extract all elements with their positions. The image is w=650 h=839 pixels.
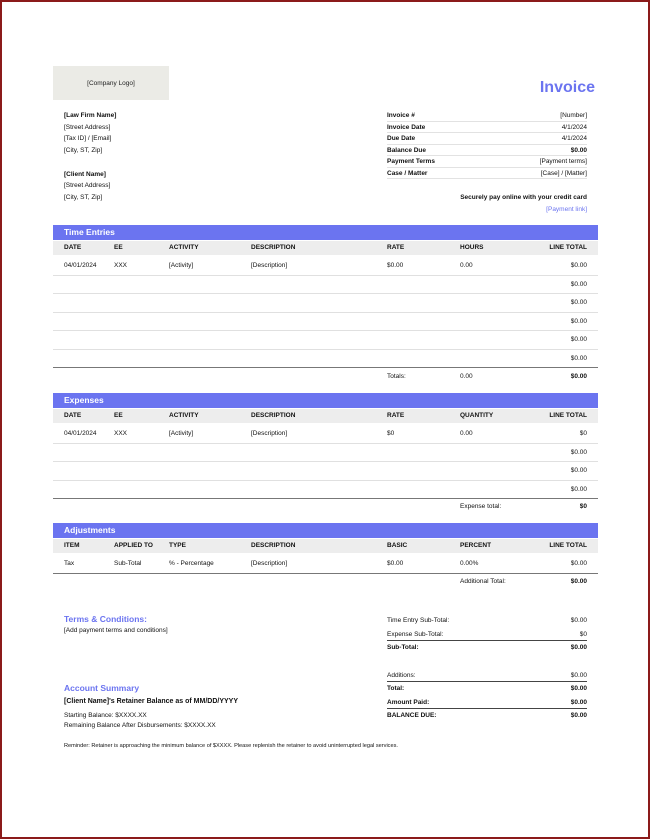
summary-value: $0.00 [570, 685, 587, 692]
payment-link[interactable]: [Payment link] [546, 206, 587, 213]
firm-street: [Street Address] [64, 123, 111, 131]
table-row [53, 257, 598, 276]
column-header: BASIC [387, 542, 408, 549]
terms-text: [Add payment terms and conditions] [64, 627, 168, 634]
column-header: HOURS [460, 244, 484, 251]
summary-row [387, 628, 587, 642]
meta-value: [Payment terms] [539, 158, 587, 165]
retainer-reminder: Reminder: Retainer is approaching the minimum balance of $XXXX. Please replenish the retainer to avoid uninterrupted legal services. [64, 743, 398, 749]
meta-value: $0.00 [570, 146, 587, 154]
table-cell: [Description] [251, 262, 288, 269]
table-cell: [Description] [251, 560, 288, 567]
table-row [53, 313, 598, 332]
meta-label: Invoice Date [387, 123, 426, 131]
table-cell: 0.00% [460, 560, 479, 567]
time-entries-totals [53, 368, 598, 386]
table-cell: XXX [114, 262, 128, 269]
meta-row [387, 122, 587, 134]
meta-label: Invoice # [387, 112, 415, 119]
table-cell: % - Percentage [169, 560, 214, 567]
summary-label: Sub-Total: [387, 644, 419, 651]
column-header: EE [114, 412, 123, 419]
client-street: [Street Address] [64, 182, 111, 189]
summary-label: Time Entry Sub-Total: [387, 617, 450, 624]
meta-label: Balance Due [387, 146, 427, 154]
column-header: RATE [387, 412, 405, 419]
expense-total-amount: $0 [579, 503, 587, 510]
summary-label: Additions: [387, 671, 416, 679]
time-entries-title: Time Entries [53, 225, 598, 240]
retainer-balance-heading: [Client Name]'s Retainer Balance as of MM/DD/YYYY [64, 698, 238, 705]
table-cell: $0.00 [570, 354, 587, 362]
table-row [53, 276, 598, 295]
column-header: ACTIVITY [169, 412, 199, 419]
additional-total-label: Additional Total: [460, 578, 506, 585]
table-cell: $0.00 [570, 448, 587, 456]
table-cell: $0.00 [570, 336, 587, 343]
summary-label: Total: [387, 685, 405, 692]
totals-label: Totals: [387, 373, 406, 380]
table-cell: $0.00 [570, 299, 587, 306]
meta-row [387, 133, 587, 145]
table-row [53, 555, 598, 574]
meta-row [387, 156, 587, 168]
summary-label: BALANCE DUE: [387, 712, 437, 719]
column-header: PERCENT [460, 542, 492, 549]
table-cell: $0.00 [570, 280, 587, 288]
table-cell: $0.00 [570, 560, 587, 567]
column-header: APPLIED TO [114, 542, 153, 549]
table-cell: Tax [64, 560, 75, 567]
column-header: RATE [387, 244, 405, 251]
time-entries-header [53, 241, 598, 255]
meta-row [387, 145, 587, 157]
expenses-title: Expenses [53, 393, 598, 408]
totals-amount: $0.00 [570, 373, 587, 380]
column-header: DESCRIPTION [251, 412, 296, 419]
table-row [53, 425, 598, 444]
invoice-title: Invoice [539, 79, 595, 96]
table-cell: $0.00 [570, 467, 587, 474]
summary-value: $0.00 [570, 712, 587, 719]
column-header: EE [114, 244, 123, 251]
table-row [53, 462, 598, 481]
column-header: QUANTITY [460, 412, 494, 419]
logo-placeholder-text: [Company Logo] [87, 79, 135, 87]
column-header: LINE TOTAL [549, 244, 587, 251]
column-header: ITEM [64, 542, 80, 549]
terms-heading: Terms & Conditions: [64, 614, 147, 624]
table-cell: $0 [579, 430, 587, 437]
column-header: ACTIVITY [169, 244, 199, 251]
table-cell: $0.00 [387, 262, 404, 269]
summary-row [387, 696, 587, 710]
summary-value: $0.00 [570, 644, 587, 651]
summary-row [387, 682, 587, 696]
summary-row [387, 614, 587, 628]
meta-value: [Case] / [Matter] [540, 169, 587, 177]
table-row [53, 331, 598, 350]
expenses-total [53, 498, 598, 516]
client-city: [City, ST, Zip] [64, 193, 103, 201]
table-cell: 04/01/2024 [64, 430, 97, 437]
table-cell: $0.00 [570, 262, 587, 269]
firm-taxid-email: [Tax ID] / [Email] [64, 135, 112, 142]
expense-total-label: Expense total: [460, 503, 502, 510]
table-cell: $0.00 [387, 560, 404, 567]
meta-row [387, 168, 587, 180]
firm-city: [City, ST, Zip] [64, 146, 103, 154]
meta-value: 4/1/2024 [561, 123, 587, 131]
column-header: LINE TOTAL [549, 412, 587, 419]
column-header: TYPE [169, 542, 186, 549]
table-cell: $0.00 [570, 485, 587, 493]
client-name: [Client Name] [64, 170, 106, 178]
summary-label: Amount Paid: [387, 698, 430, 706]
table-row [53, 481, 598, 500]
column-header: DESCRIPTION [251, 244, 296, 251]
column-header: DATE [64, 244, 82, 251]
company-logo [53, 66, 169, 100]
firm-name: [Law Firm Name] [64, 112, 117, 119]
totals-hours: 0.00 [460, 373, 473, 380]
summary-value: $0.00 [570, 617, 587, 624]
pay-online-text: Securely pay online with your credit card [460, 194, 587, 201]
summary-value: $0.00 [570, 671, 587, 679]
meta-label: Case / Matter [387, 169, 428, 177]
table-cell: $0.00 [570, 317, 587, 325]
table-cell: [Activity] [169, 262, 194, 269]
table-row [53, 294, 598, 313]
summary-value: $0.00 [570, 698, 587, 706]
table-cell: 0.00 [460, 430, 473, 437]
table-cell: Sub-Total [114, 560, 142, 567]
column-header: DATE [64, 412, 82, 419]
table-cell: XXX [114, 430, 128, 437]
meta-value: 4/1/2024 [561, 135, 587, 142]
column-header: LINE TOTAL [549, 542, 587, 549]
table-cell: [Activity] [169, 430, 194, 437]
table-cell: 0.00 [460, 262, 473, 269]
adjustments-title: Adjustments [53, 523, 598, 538]
expenses-header [53, 409, 598, 423]
adjustments-total [53, 573, 598, 591]
additional-total-amount: $0.00 [570, 578, 587, 585]
table-row [53, 350, 598, 369]
table-row [53, 444, 598, 463]
meta-value: [Number] [560, 112, 587, 119]
meta-row [387, 110, 587, 122]
table-cell: 04/01/2024 [64, 262, 97, 269]
summary-label: Expense Sub-Total: [387, 630, 444, 638]
starting-balance: Starting Balance: $XXXX.XX [64, 712, 147, 719]
summary-row [387, 669, 587, 683]
summary-row [387, 709, 587, 723]
adjustments-header [53, 539, 598, 553]
meta-label: Payment Terms [387, 158, 435, 165]
summary-value: $0 [579, 630, 587, 638]
account-summary-heading: Account Summary [64, 683, 140, 693]
table-cell: $0 [387, 430, 395, 437]
summary-row [387, 641, 587, 655]
column-header: DESCRIPTION [251, 542, 296, 549]
remaining-balance: Remaining Balance After Disbursements: $XXXX.XX [64, 722, 216, 729]
meta-label: Due Date [387, 135, 416, 142]
table-cell: [Description] [251, 430, 288, 437]
